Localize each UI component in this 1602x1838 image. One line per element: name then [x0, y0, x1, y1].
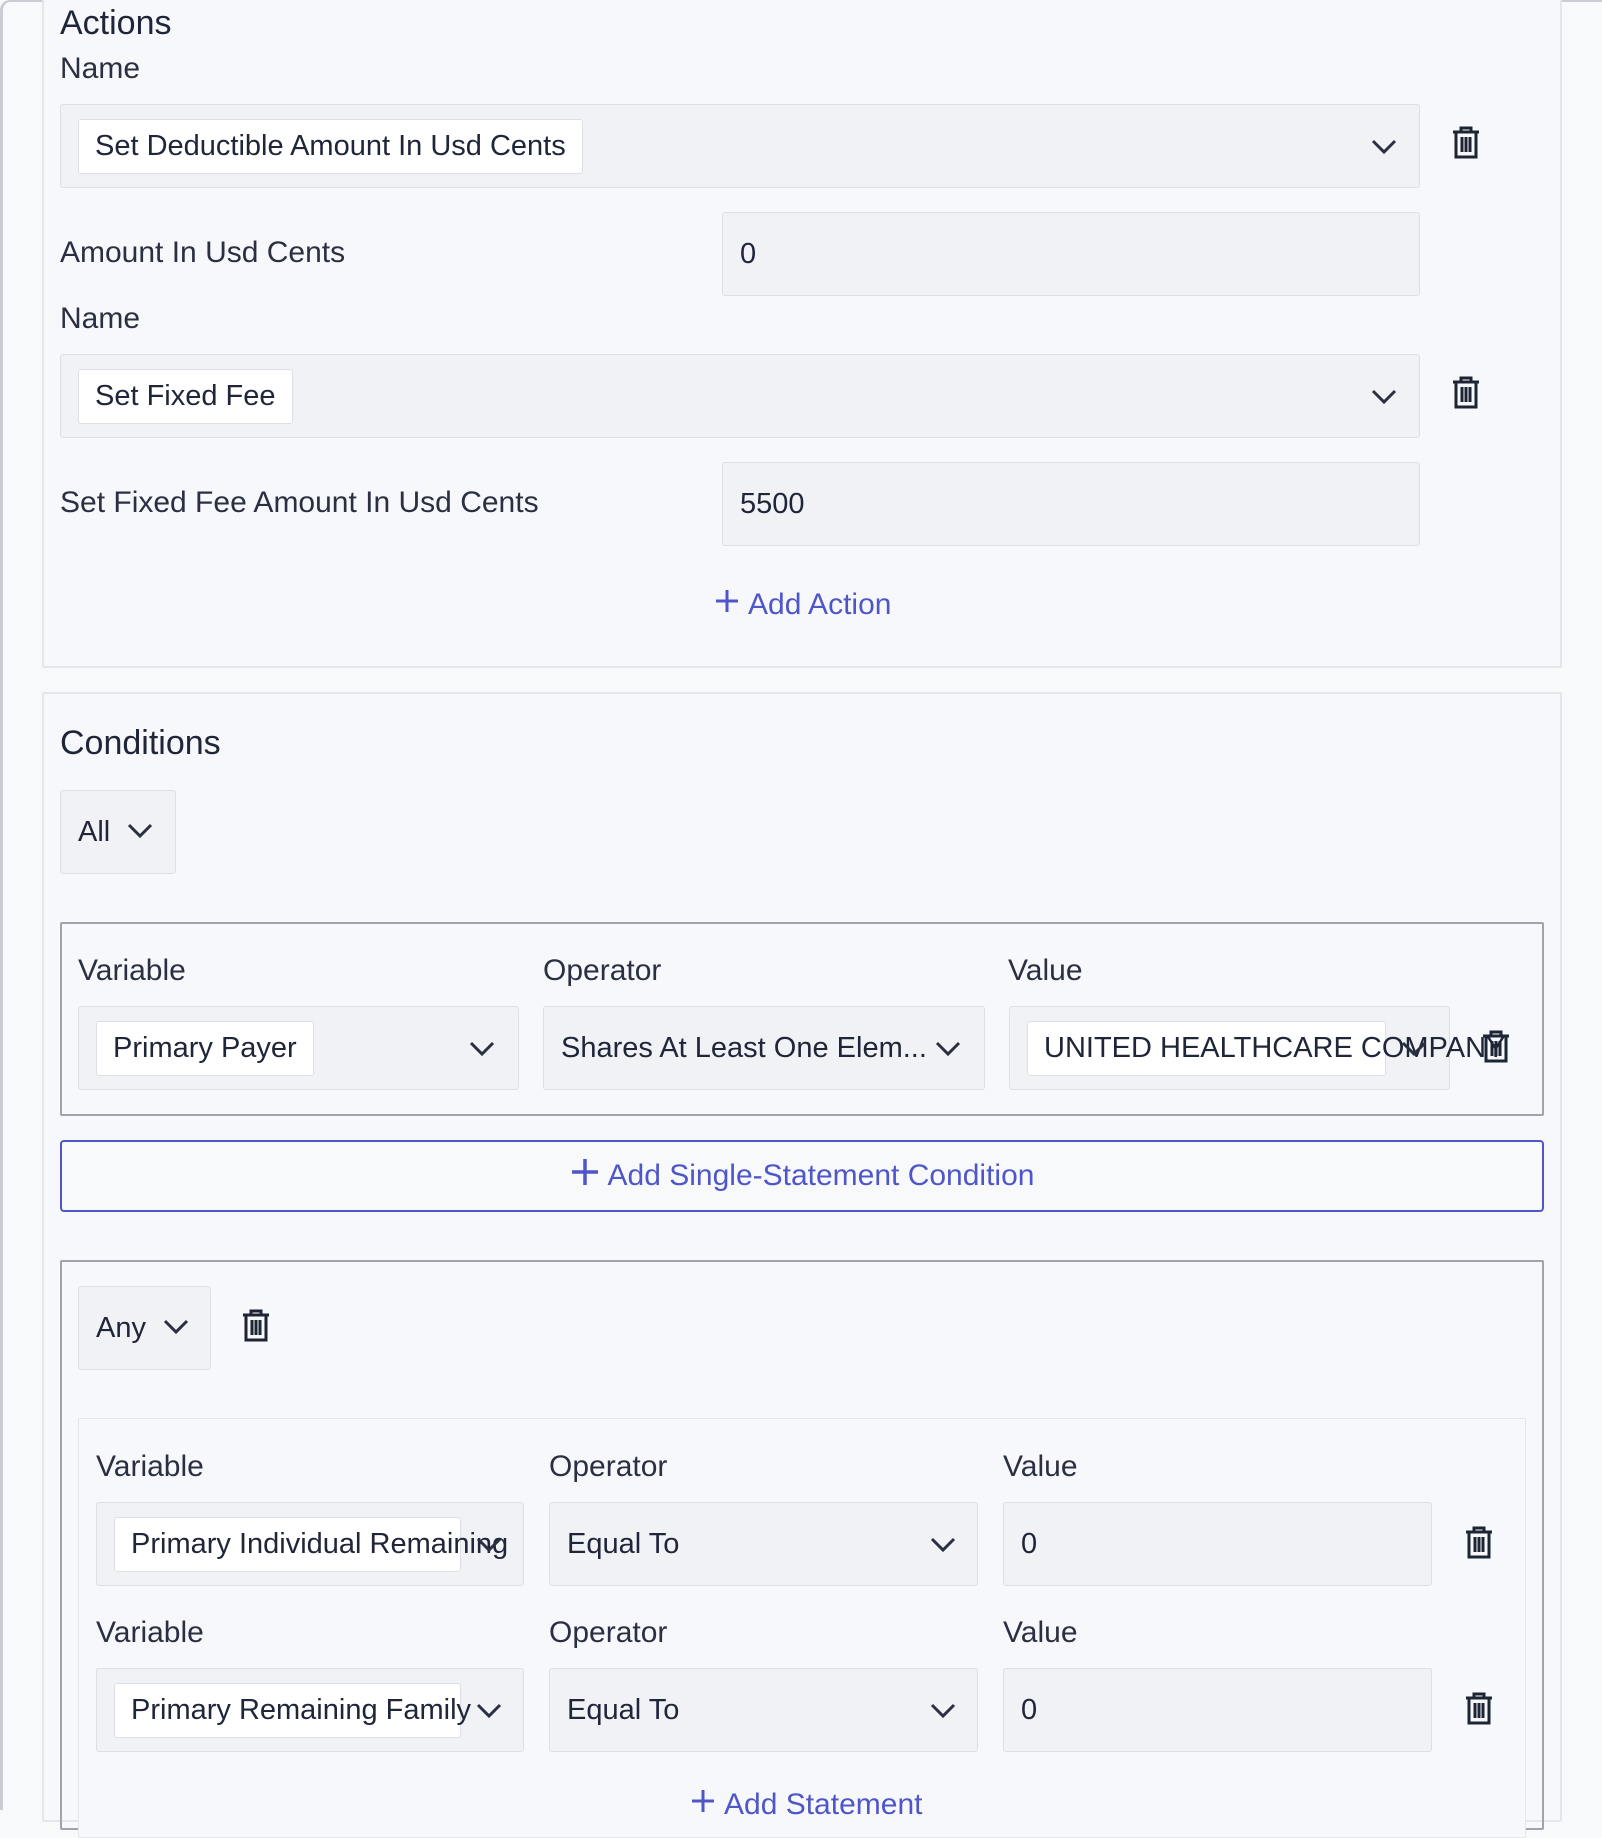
single-value-chip: UNITED HEALTHCARE COMPANY — [1027, 1021, 1386, 1076]
statement-1-operator-value: Equal To — [567, 1528, 680, 1560]
add-single-statement-condition-button[interactable] — [60, 1140, 1544, 1212]
statement-1-value-input[interactable] — [1003, 1502, 1432, 1586]
variable-label: Variable — [96, 1450, 204, 1483]
statement-2-operator-value: Equal To — [567, 1694, 680, 1726]
action-1-amount-value: 0 — [740, 238, 757, 270]
single-operator-value: Shares At Least One Elem... — [561, 1032, 927, 1064]
delete-action-2-trash-icon[interactable] — [1451, 376, 1481, 410]
chevron-down-icon[interactable] — [929, 1700, 957, 1720]
conditions-title: Conditions — [60, 724, 221, 762]
variable-label: Variable — [78, 954, 186, 987]
action-1-name-chip: Set Deductible Amount In Usd Cents — [78, 119, 583, 174]
statement-2-variable-chip: Primary Remaining Family — [114, 1683, 461, 1738]
statement-2-value: 0 — [1021, 1694, 1038, 1726]
actions-panel — [42, 0, 1562, 668]
variable-label: Variable — [96, 1616, 204, 1649]
add-single-statement-link — [570, 1157, 1035, 1195]
add-statement-label: Add Statement — [724, 1788, 923, 1821]
statement-2-value-input[interactable] — [1003, 1668, 1432, 1752]
delete-single-condition-trash-icon[interactable] — [1481, 1030, 1511, 1064]
value-label: Value — [1003, 1616, 1078, 1649]
chevron-down-icon[interactable] — [475, 1700, 503, 1720]
add-action-button[interactable] — [714, 588, 891, 622]
value-label: Value — [1003, 1450, 1078, 1483]
statement-1-value: 0 — [1021, 1528, 1038, 1560]
plus-icon — [714, 588, 740, 622]
action-1-name-label: Name — [60, 52, 141, 85]
chevron-down-icon[interactable] — [468, 1038, 496, 1058]
delete-action-1-trash-icon[interactable] — [1451, 126, 1481, 160]
actions-title: Actions — [60, 4, 172, 42]
action-2-name-chip: Set Fixed Fee — [78, 369, 293, 424]
conditions-mode-value: All — [78, 815, 111, 848]
add-statement-button[interactable] — [690, 1788, 922, 1822]
group-mode-select[interactable] — [78, 1286, 211, 1370]
conditions-mode-select[interactable] — [60, 790, 176, 874]
group-mode-value: Any — [96, 1311, 146, 1344]
statement-1-variable-chip: Primary Individual Remaining — [114, 1517, 461, 1572]
value-label: Value — [1008, 954, 1083, 987]
delete-statement-2-trash-icon[interactable] — [1464, 1692, 1494, 1726]
action-2-amount-input[interactable] — [722, 462, 1420, 546]
chevron-down-icon[interactable] — [929, 1534, 957, 1554]
delete-group-trash-icon[interactable] — [241, 1309, 271, 1343]
chevron-down-icon — [126, 820, 154, 845]
chevron-down-icon[interactable] — [1370, 136, 1398, 156]
delete-statement-1-trash-icon[interactable] — [1464, 1526, 1494, 1560]
operator-label: Operator — [549, 1616, 668, 1649]
action-2-amount-value: 5500 — [740, 488, 805, 520]
add-single-statement-label: Add Single-Statement Condition — [607, 1159, 1035, 1192]
group-statements-panel — [78, 1418, 1526, 1838]
operator-label: Operator — [543, 954, 662, 987]
add-action-label: Add Action — [748, 588, 892, 621]
single-variable-chip: Primary Payer — [96, 1021, 314, 1076]
plus-icon — [690, 1788, 716, 1822]
chevron-down-icon[interactable] — [1400, 1038, 1428, 1058]
chevron-down-icon[interactable] — [934, 1038, 962, 1058]
action-2-field-label: Set Fixed Fee Amount In Usd Cents — [60, 486, 539, 519]
chevron-down-icon — [162, 1316, 190, 1341]
plus-icon — [570, 1157, 600, 1195]
operator-label: Operator — [549, 1450, 668, 1483]
action-2-name-label: Name — [60, 302, 141, 335]
action-1-field-label: Amount In Usd Cents — [60, 236, 346, 269]
chevron-down-icon[interactable] — [475, 1534, 503, 1554]
action-1-amount-input[interactable] — [722, 212, 1420, 296]
chevron-down-icon[interactable] — [1370, 386, 1398, 406]
